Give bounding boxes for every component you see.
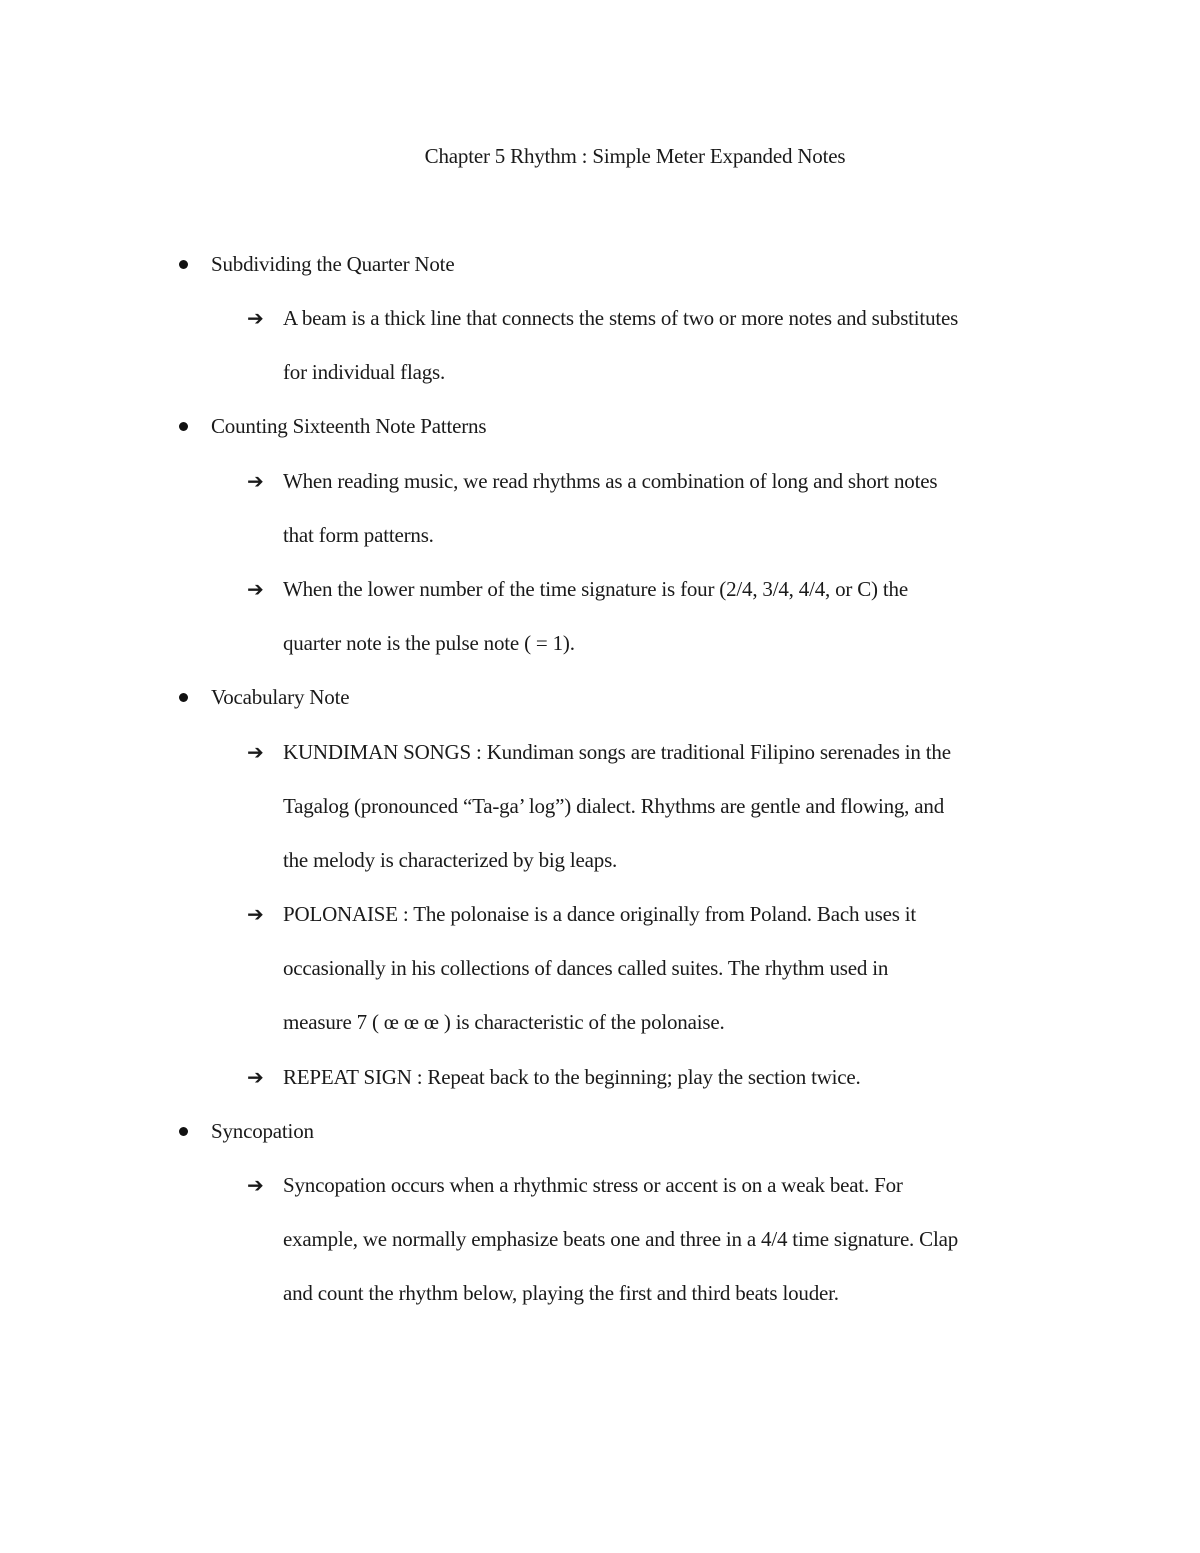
list-item-line: REPEAT SIGN : Repeat back to the beginning; play the section twice. [283,1065,861,1089]
list-item-line: Tagalog (pronounced “Ta-ga’ log”) dialect. Rhythms are gentle and flowing, and [283,794,944,818]
list-item-line: that form patterns. [283,523,434,547]
list-item-line: POLONAISE : The polonaise is a dance originally from Poland. Bach uses it [283,902,916,926]
arrow-icon: ➔ [247,1173,264,1197]
section-heading: Vocabulary Note [211,685,350,709]
list-item-line: measure 7 ( œ œ œ ) is characteristic of the polonaise. [283,1010,725,1034]
bullet-icon [179,260,188,269]
list-item-line: KUNDIMAN SONGS : Kundiman songs are traditional Filipino serenades in the [283,740,951,764]
list-item-line: When the lower number of the time signature is four (2/4, 3/4, 4/4, or C) the [283,577,908,601]
bullet-icon [179,1127,188,1136]
section-heading: Subdividing the Quarter Note [211,252,455,276]
arrow-icon: ➔ [247,902,264,926]
list-item-line: Syncopation occurs when a rhythmic stress or accent is on a weak beat. For [283,1173,903,1197]
arrow-icon: ➔ [247,469,264,493]
list-item-line: When reading music, we read rhythms as a combination of long and short notes [283,469,938,493]
list-item-line: occasionally in his collections of dances called suites. The rhythm used in [283,956,889,980]
page-title: Chapter 5 Rhythm : Simple Meter Expanded Notes [424,144,846,168]
list-item-line: A beam is a thick line that connects the stems of two or more notes and substitutes [283,306,959,330]
arrow-icon: ➔ [247,1065,264,1089]
bullet-icon [179,422,188,431]
list-item-line: quarter note is the pulse note ( = 1). [283,631,575,655]
arrow-icon: ➔ [247,577,264,601]
bullet-icon [179,693,188,702]
list-item-line: the melody is characterized by big leaps. [283,848,618,872]
list-item-line: for individual flags. [283,360,446,384]
list-item-line: example, we normally emphasize beats one and three in a 4/4 time signature. Clap [283,1227,959,1251]
arrow-icon: ➔ [247,306,264,330]
arrow-icon: ➔ [247,740,264,764]
section-heading: Syncopation [211,1119,314,1143]
section-heading: Counting Sixteenth Note Patterns [211,414,487,438]
list-item-line: and count the rhythm below, playing the first and third beats louder. [283,1281,839,1305]
